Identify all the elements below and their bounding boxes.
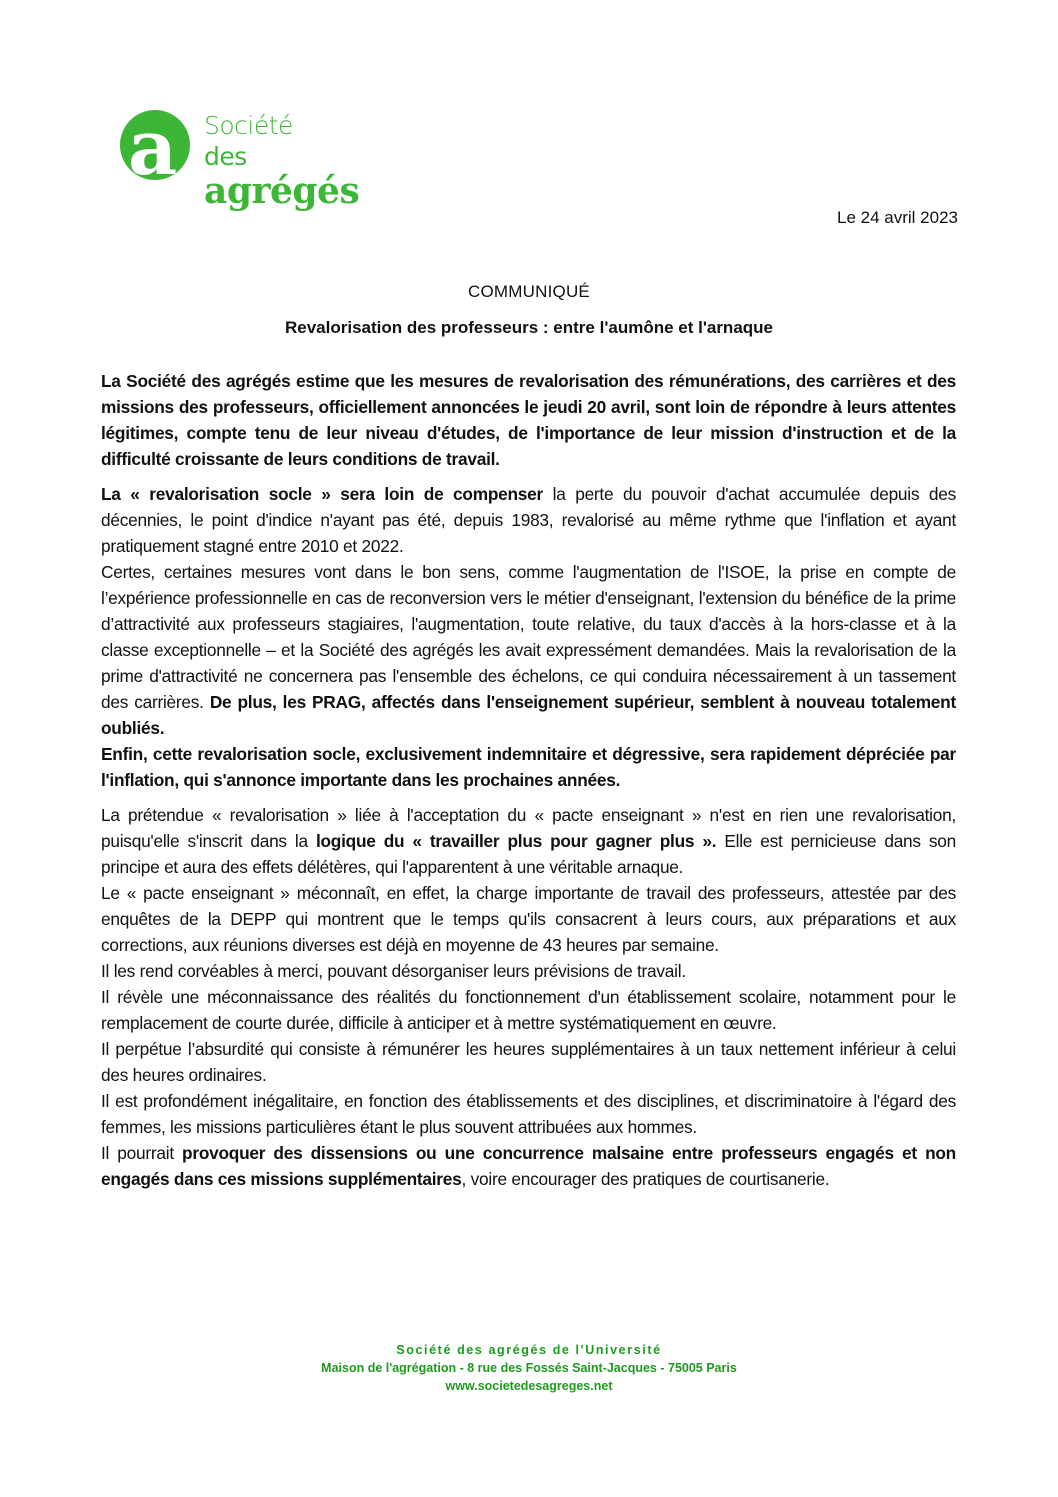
document-date: Le 24 avril 2023: [837, 208, 958, 227]
logo-letter: a: [128, 110, 178, 180]
paragraph-inegalitaire: [101, 1088, 956, 1140]
logo-line1: Société: [204, 111, 293, 140]
text: la perte du pouvoir d'achat accumulée depuis des décennies, le point d'indice n'ayant pas été, depuis 1983, revalorisé au même rythme que l'inflation et ayant pratiquement stagné entre 2010 et 2022.: [101, 484, 956, 556]
text: Elle est pernicieuse dans son principe et aura des effets délétères, qui l'apparentent à une véritable arnaque.: [101, 831, 956, 877]
paragraph-revele: [101, 984, 956, 1036]
logo-a-icon: [120, 110, 190, 180]
footer: [0, 1341, 1058, 1395]
paragraph-socle: [101, 481, 956, 559]
text-bold: De plus, les PRAG, affectés dans l'enseignement supérieur, semblent à nouveau totalement oubliés.: [101, 692, 956, 738]
paragraph-corveables: [101, 958, 956, 984]
footer-address: Maison de l'agrégation - 8 rue des Fossés Saint-Jacques - 75005 Paris: [321, 1361, 737, 1375]
text: Il est profondément inégalitaire, en fonction des établissements et des disciplines, et discriminatoire à l'égard des femmes, les missions particulières étant le plus souvent attribuées aux hommes.: [101, 1091, 956, 1137]
paragraph-intro: [101, 368, 956, 472]
logo-line2: [204, 140, 398, 212]
text-bold: Enfin, cette revalorisation socle, exclusivement indemnitaire et dégressive, sera rapidement dépréciée par l'inflation, qui s'annonce importante dans les prochaines années.: [101, 744, 956, 790]
document-kind: COMMUNIQUÉ: [468, 282, 590, 301]
logo: [118, 108, 398, 212]
text: Il les rend corvéables à merci, pouvant désorganiser leurs prévisions de travail.: [101, 961, 686, 981]
footer-website-link[interactable]: www.societedesagreges.net: [445, 1379, 613, 1393]
paragraph-perpetue: [101, 1036, 956, 1088]
text: , voire encourager des pratiques de courtisanerie.: [461, 1169, 830, 1189]
text: Il révèle une méconnaissance des réalités du fonctionnement d'un établissement scolaire, notamment pour le remplacement de courte durée, difficile à anticiper et à mettre systématiquement en œuvre.: [101, 987, 956, 1033]
logo-line2-small: des: [204, 142, 247, 171]
paragraph-certes: [101, 559, 956, 741]
paragraph-enfin: [101, 741, 956, 793]
footer-org: Société des agrégés de l'Université: [396, 1343, 662, 1357]
text: Le « pacte enseignant » méconnaît, en effet, la charge importante de travail des professeurs, attestée par des enquêtes de la DEPP qui montrent que le temps qu'ils consacrent à leurs cours, aux préparations et aux corrections, aux réunions diverses est déjà en moyenne de 43 heures par semaine.: [101, 883, 956, 955]
text: Il pourrait: [101, 1143, 183, 1163]
text-bold: La Société des agrégés estime que les mesures de revalorisation des rémunérations, des carrières et des missions des professeurs, officiellement annoncées le jeudi 20 avril, sont loin de répondre à leurs attentes légitimes, compte tenu de leur niveau d'études, de l'importance de leur mission d'instruction et de la difficulté croissante de leurs conditions de travail.: [101, 371, 956, 469]
paragraph-dissensions: [101, 1140, 956, 1192]
logo-line2-big: agrégés: [204, 170, 360, 212]
document-body: [101, 368, 956, 1192]
text-bold: logique du « travailler plus pour gagner plus ».: [315, 831, 717, 851]
text: La prétendue « revalorisation » liée à l'acceptation du « pacte enseignant » n'est en rien une revalorisation, puisqu'elle s'inscrit dans la: [101, 805, 956, 851]
document-title: Revalorisation des professeurs : entre l'aumône et l'arnaque: [284, 318, 773, 337]
text: Il perpétue l’absurdité qui consiste à rémunérer les heures supplémentaires à un taux nettement inférieur à celui des heures ordinaires.: [101, 1039, 956, 1085]
paragraph-pretendue: [101, 802, 956, 880]
paragraph-pacte: [101, 880, 956, 958]
text-bold: La « revalorisation socle » sera loin de compenser: [101, 484, 544, 504]
logo-wordmark: [204, 112, 398, 212]
text-bold: provoquer des dissensions ou une concurrence malsaine entre professeurs engagés et non engagés dans ces missions supplémentaires: [101, 1143, 956, 1189]
text: Certes, certaines mesures vont dans le bon sens, comme l'augmentation de l'ISOE, la prise en compte de l’expérience professionnelle en cas de reconversion vers le métier d'enseignant, l'extension du bénéfice de la prime d’attractivité aux professeurs stagiaires, l'augmentation, toute relative, du taux d'accès à la hors-classe et à la classe exceptionnelle – et la Société des agrégés les avait expressément demandées. Mais la revalorisation de la prime d'attractivité ne concernera pas l'ensemble des échelons, ce qui conduira nécessairement à un tassement des carrières.: [101, 562, 956, 712]
